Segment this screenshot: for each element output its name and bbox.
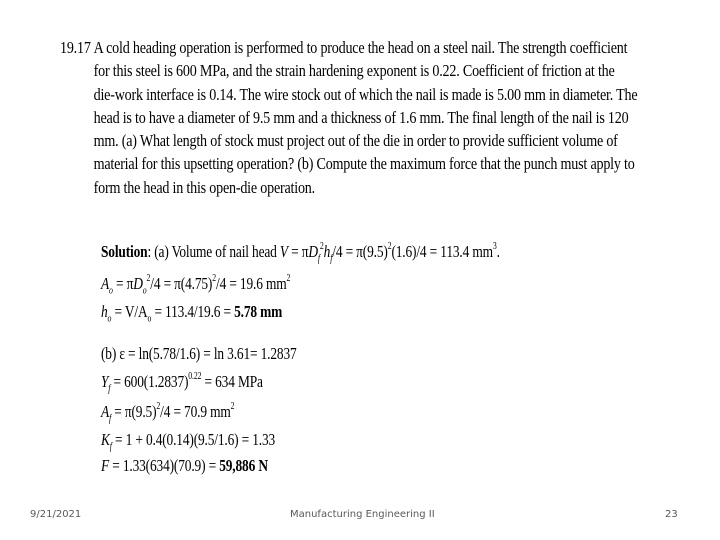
solution-text: = 1.33(634)(70.9) = bbox=[109, 456, 220, 475]
h0-result: 5.78 mm bbox=[234, 302, 283, 321]
solution-text: /4 = 19.6 mm bbox=[216, 274, 287, 293]
solution-text: : (a) Volume of nail head bbox=[147, 242, 280, 261]
problem-line: material for this upsetting operation? (b) Compute the maximum force that the punch must apply to bbox=[93, 154, 635, 174]
solution-text: = V/A bbox=[111, 302, 148, 321]
force-result: 59,886 N bbox=[219, 456, 268, 475]
solution-force-line: F = 1.33(634)(70.9) = 59,886 N bbox=[101, 456, 268, 475]
footer-course: Manufacturing Engineering II bbox=[290, 509, 435, 520]
problem-line: form the head in this open-die operation. bbox=[93, 177, 315, 197]
solution-area-a0-line: $A_o = \pi D_o^2/4 = \pi(4.75)^2/4 = 19.6$ $mm^2$ bbox=[101, 273, 291, 297]
problem-line: mm. (a) What length of stock must project out of the die in order to provide sufficient volume of bbox=[93, 131, 618, 151]
solution-area-af-line: $A_f = \pi(9.5)^2/4 = 70.9$ $mm^2$ bbox=[101, 401, 235, 425]
solution-text: (b) ε = ln(5.78/1.6) = ln 3.61= 1.2837 bbox=[101, 344, 297, 363]
solution-volume-line: Solution: (a) Volume of nail head $V = \pi D_f^2h_f/4 = \pi(9.5)^2(1.6)/4 = 113.4$ $mm^3$. bbox=[101, 241, 500, 265]
problem-line: A cold heading operation is performed to produce the head on a steel nail. The strength coefficient bbox=[93, 38, 628, 57]
solution-text: = 113.4/19.6 = bbox=[151, 302, 235, 321]
solution-text: = π(9.5) bbox=[342, 242, 388, 261]
problem-number: 19.17 bbox=[60, 38, 91, 57]
solution-label: Solution bbox=[101, 242, 148, 261]
solution-flow-stress-line: $Y_f = 600(1.2837)^{0.22} = 634$ MPa bbox=[101, 371, 263, 395]
solution-text: = 1 + 0.4(0.14)(9.5/1.6) = 1.33 bbox=[111, 430, 276, 449]
footer-page-number: 23 bbox=[665, 509, 678, 520]
solution-text: = π(9.5) bbox=[111, 402, 157, 421]
problem-line: head is to have a diameter of 9.5 mm and a thickness of 1.6 mm. The final length of the nail is 120 bbox=[93, 107, 629, 127]
solution-text: = π(4.75) bbox=[160, 274, 213, 293]
solution-h0-line: $h_o = V/A_o = 113.4/19.6 = 5.78$ mm bbox=[101, 302, 283, 325]
problem-line: for this steel is 600 MPa, and the strain hardening exponent is 0.22. Coefficient of friction at the bbox=[93, 61, 615, 81]
footer-date: 9/21/2021 bbox=[30, 509, 82, 520]
solution-text: = 600(1.2837) bbox=[110, 372, 189, 391]
solution-exponent: 0.22 bbox=[188, 371, 202, 383]
solution-text: /4 = 70.9 mm bbox=[160, 402, 231, 421]
problem-line: die-work interface is 0.14. The wire stock out of which the nail is made is 5.00 mm in diameter. The bbox=[93, 84, 638, 104]
solution-text: = 634 MPa bbox=[201, 372, 263, 391]
problem-statement bbox=[60, 36, 638, 199]
solution-strain-line bbox=[101, 344, 297, 364]
solution-kf-line: $K_f = 1 + 0.4(0.14)(9.5/1.6) = 1.33$ bbox=[101, 430, 276, 453]
solution-text: (1.6)/4 = 113.4 mm bbox=[391, 242, 493, 261]
